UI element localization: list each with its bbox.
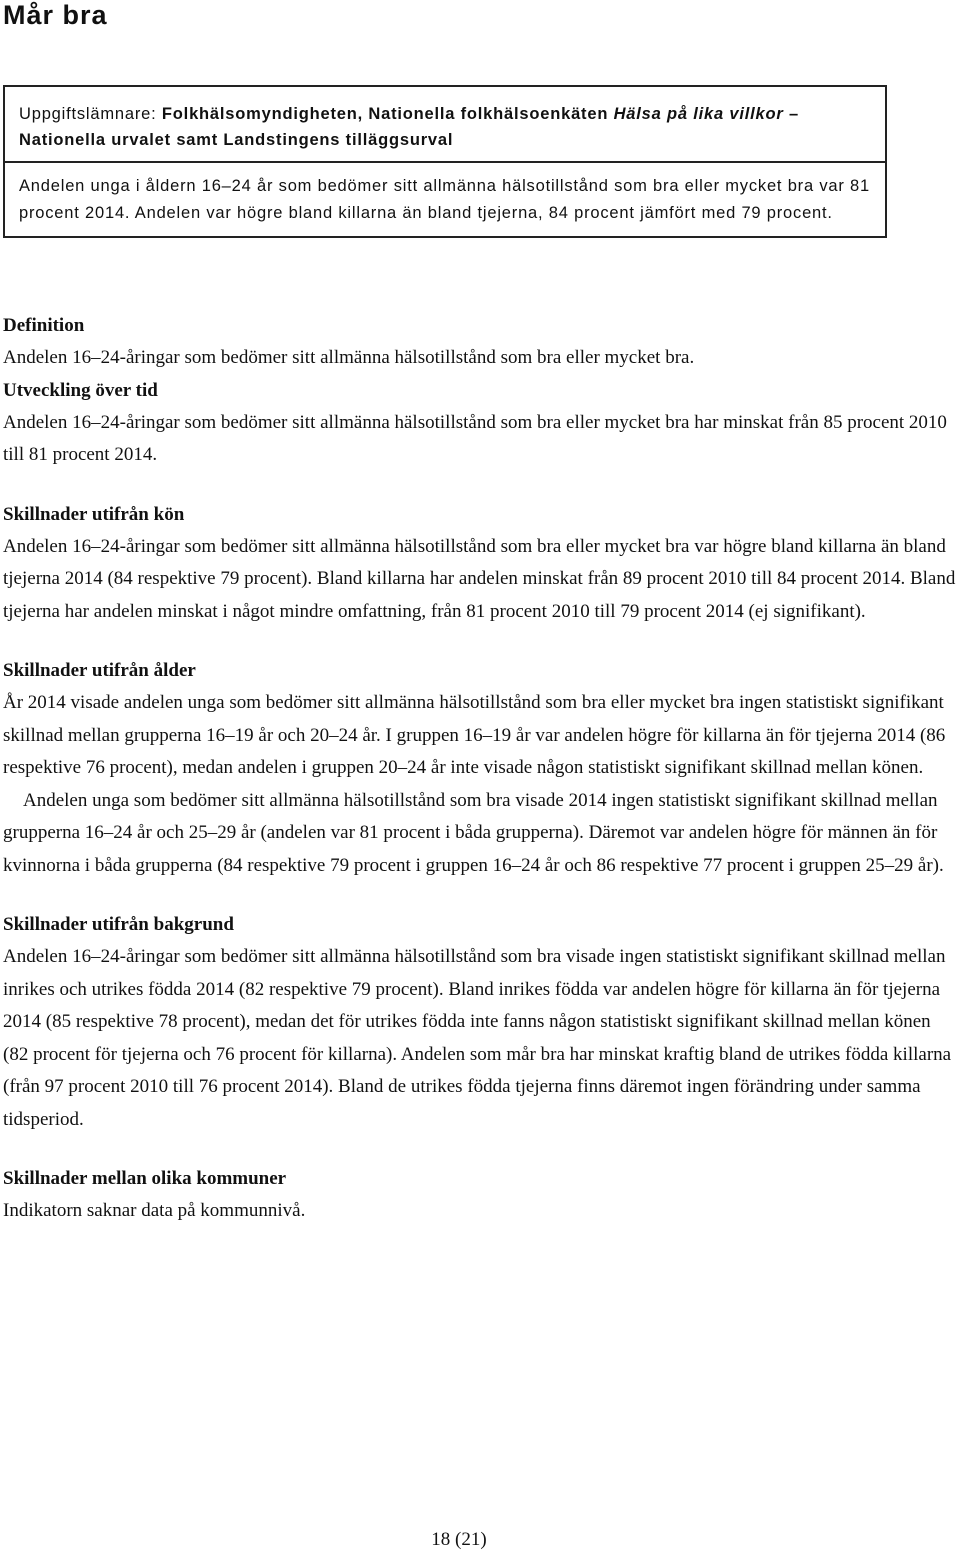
section-age bbox=[3, 655, 958, 882]
section-heading: Skillnader utifrån kön bbox=[3, 503, 185, 525]
document-body bbox=[3, 310, 958, 1228]
source-survey-name: Hälsa på lika villkor bbox=[613, 105, 784, 123]
section-definition bbox=[3, 310, 958, 375]
section-paragraph: Andelen 16–24-åringar som bedömer sitt allmänna hälsotillstånd som bra eller mycket bra. bbox=[3, 347, 695, 368]
section-heading: Skillnader mellan olika kommuner bbox=[3, 1168, 287, 1189]
section-heading: Skillnader utifrån bakgrund bbox=[3, 914, 234, 935]
source-label: Uppgiftslämnare: bbox=[19, 105, 157, 123]
section-municipalities bbox=[3, 1163, 958, 1228]
section-background bbox=[3, 909, 958, 1136]
summary-text: Andelen unga i åldern 16–24 år som bedömer sitt allmänna hälsotillstånd som bra eller mycket bra var 81 procent 2014. Andelen var högre bland killarna än bland tjejerna, 84 procent jämfört med 79 procent. bbox=[19, 177, 870, 222]
section-trend bbox=[3, 375, 958, 472]
section-paragraph: Indikatorn saknar data på kommunnivå. bbox=[3, 1200, 306, 1221]
source-survey-sample: – Nationella urvalet samt Landstingens tilläggsurval bbox=[19, 105, 799, 149]
section-paragraph: Andelen 16–24-åringar som bedömer sitt allmänna hälsotillstånd som bra eller mycket bra har minskat från 85 procent 2010 till 81 procent 2014. bbox=[3, 411, 947, 465]
page-title: Mår bra bbox=[3, 0, 108, 30]
section-gender bbox=[3, 499, 958, 629]
section-heading: Definition bbox=[3, 315, 85, 336]
section-heading: Utveckling över tid bbox=[3, 379, 158, 401]
section-paragraph: Andelen 16–24-åringar som bedömer sitt allmänna hälsotillstånd som bra visade ingen statistiskt signifikant skillnad mellan inrikes och utrikes födda 2014 (82 respektive 79 procent). Bland inrikes födda var andelen högre för killarna än för tjejerna 2014 (85 respektive 78 procent), medan det för utrikes födda inte fanns någon statistiskt signifikant skillnad mellan könen (82 procent för tjejerna och 76 procent för killarna). Andelen som mår bra har minskat kraftig bland de utrikes födda killarna (från 97 procent 2010 till 76 procent 2014). Bland de utrikes födda tjejerna finns däremot ingen förändring under samma tidsperiod. bbox=[3, 946, 952, 1130]
page-number: 18 (21) bbox=[431, 1529, 487, 1550]
section-paragraph: Andelen 16–24-åringar som bedömer sitt allmänna hälsotillstånd som bra eller mycket bra var högre bland killarna än bland tjejerna 2014 (84 respektive 79 procent). Bland killarna har andelen minskat från 89 procent 2010 till 84 procent 2014. Bland tjejerna har andelen minskat i något mindre omfattning, från 81 procent 2010 till 79 procent 2014 (ej signifikant). bbox=[3, 535, 956, 622]
summary-box bbox=[3, 85, 887, 238]
section-heading: Skillnader utifrån ålder bbox=[3, 660, 196, 681]
source-organization: Folkhälsomyndigheten, Nationella folkhälsoenkäten bbox=[161, 105, 609, 123]
section-paragraph: År 2014 visade andelen unga som bedömer sitt allmänna hälsotillstånd som bra eller mycket bra ingen statistiskt signifikant skillnad mellan grupperna 16–19 år och 20–24 år. I gruppen 16–19 år var andelen högre för killarna än för tjejerna 2014 (86 respektive 76 procent), medan andelen i gruppen 20–24 år inte visade någon statistiskt signifikant skillnad mellan könen. bbox=[3, 692, 946, 778]
section-paragraph: Andelen unga som bedömer sitt allmänna hälsotillstånd som bra visade 2014 ingen statistiskt signifikant skillnad mellan grupperna 16–24 år och 25–29 år (andelen var 81 procent i båda grupperna). Däremot var andelen högre för männen än för kvinnorna i båda grupperna (84 respektive 79 procent i gruppen 16–24 år och 86 respektive 77 procent i gruppen 25–29 år). bbox=[3, 789, 944, 876]
data-source bbox=[5, 87, 885, 163]
